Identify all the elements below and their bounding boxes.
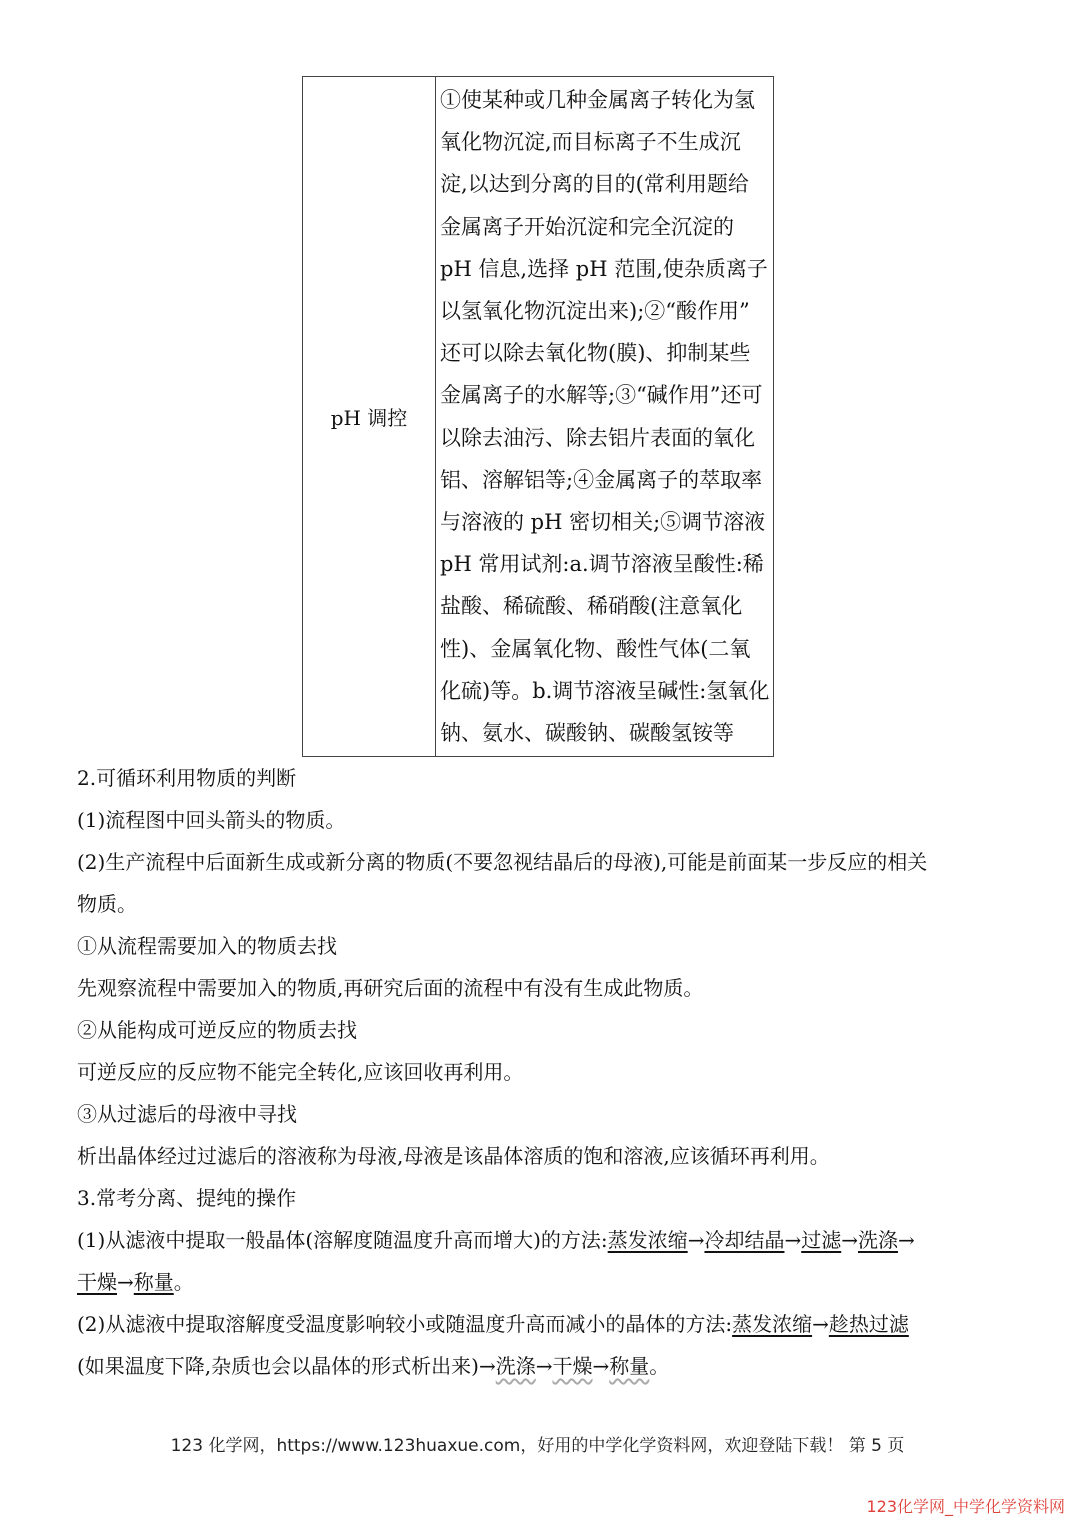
table-right-cell [436, 77, 773, 756]
step-evaporate: 蒸发浓缩 [732, 1312, 813, 1336]
step-weigh: 称量 [133, 1270, 174, 1294]
cell-line: 铝、溶解铝等;④金属离子的萃取率 [440, 467, 763, 492]
cell-line: 以除去油污、除去铝片表面的氧化 [440, 425, 755, 450]
paragraph: 可逆反应的反应物不能完全转化,应该回收再利用。 [77, 1060, 524, 1084]
cell-line: 氧化物沉淀,而目标离子不生成沉 [440, 130, 741, 155]
cell-line: pH 信息,选择 pH 范围,使杂质离子 [440, 256, 768, 281]
cell-line: pH 常用试剂:a.调节溶液呈酸性:稀 [440, 552, 764, 577]
arrow: → [117, 1270, 134, 1294]
cell-line: 钠、氨水、碳酸钠、碳酸氢铵等 [440, 721, 734, 746]
paragraph-method-1-cont [77, 1261, 997, 1303]
paragraph: 先观察流程中需要加入的物质,再研究后面的流程中有没有生成此物质。 [77, 976, 704, 1000]
step-filter: 过滤 [801, 1228, 842, 1252]
arrow: → [592, 1354, 610, 1378]
page-footer: 123 化学网，https://www.123huaxue.com，好用的中学化学资料网，欢迎登陆下载！ 第 5 页 [170, 1436, 905, 1456]
cell-line: 盐酸、稀硫酸、稀硝酸(注意氧化 [440, 594, 743, 619]
row-heading: pH 调控 [330, 406, 408, 430]
step-wash: 洗涤 [495, 1354, 536, 1378]
section-heading-2: 2.可循环利用物质的判断 [77, 766, 297, 790]
ph-control-table [302, 76, 774, 757]
arrow: → [478, 1354, 496, 1378]
arrow: → [812, 1312, 829, 1336]
method-2-note: (如果温度下降,杂质也会以晶体的形式析出来) [77, 1354, 479, 1378]
paragraph-method-2 [77, 1303, 997, 1345]
arrow: → [784, 1228, 802, 1252]
step-weigh: 称量 [609, 1354, 650, 1378]
step-evaporate: 蒸发浓缩 [607, 1228, 688, 1252]
arrow: → [897, 1228, 915, 1252]
sub-heading: ③从过滤后的母液中寻找 [77, 1102, 297, 1126]
sub-heading: ①从流程需要加入的物质去找 [77, 934, 337, 958]
arrow: → [841, 1228, 858, 1252]
paragraph: 物质。 [77, 892, 137, 916]
cell-line: 化硫)等。b.调节溶液呈碱性:氢氧化 [440, 678, 770, 703]
cell-line: 金属离子开始沉淀和完全沉淀的 [440, 214, 734, 239]
step-dry: 干燥 [77, 1270, 117, 1294]
paragraph: (1)流程图中回头箭头的物质。 [77, 808, 346, 832]
period: 。 [173, 1270, 194, 1294]
step-cool-crystallize: 冷却结晶 [704, 1228, 785, 1252]
site-watermark: 123化学网_中学化学资料网 [866, 1497, 1065, 1516]
paragraph-method-1 [77, 1219, 997, 1261]
step-hot-filter: 趁热过滤 [828, 1312, 909, 1336]
document-body [77, 757, 997, 1387]
arrow: → [687, 1228, 705, 1252]
cell-line: ①使某种或几种金属离子转化为氢 [440, 88, 755, 112]
period: 。 [649, 1354, 670, 1378]
paragraph-method-2-cont [77, 1345, 997, 1387]
table-left-cell [303, 77, 436, 756]
cell-line: 与溶液的 pH 密切相关;⑤调节溶液 [440, 510, 766, 535]
method-1-intro: (1)从滤液中提取一般晶体(溶解度随温度升高而增大)的方法: [77, 1228, 608, 1252]
cell-line: 淀,以达到分离的目的(常利用题给 [440, 172, 749, 197]
paragraph: (2)生产流程中后面新生成或新分离的物质(不要忽视结晶后的母液),可能是前面某一步反应的相关 [77, 850, 928, 874]
cell-line: 还可以除去氧化物(膜)、抑制某些 [440, 341, 751, 366]
arrow: → [535, 1354, 553, 1378]
method-2-intro: (2)从滤液中提取溶解度受温度影响较小或随温度升高而减小的晶体的方法: [77, 1312, 733, 1336]
cell-line: 性)、金属氧化物、酸性气体(二氧 [440, 636, 751, 661]
cell-line: 金属离子的水解等;③“碱作用”还可 [440, 383, 763, 408]
paragraph: 析出晶体经过过滤后的溶液称为母液,母液是该晶体溶质的饱和溶液,应该循环再利用。 [77, 1144, 830, 1168]
step-wash: 洗涤 [857, 1228, 898, 1252]
sub-heading: ②从能构成可逆反应的物质去找 [77, 1018, 357, 1042]
step-dry: 干燥 [552, 1354, 593, 1378]
section-heading-3: 3.常考分离、提纯的操作 [77, 1186, 297, 1210]
cell-line: 以氢氧化物沉淀出来);②“酸作用” [440, 299, 750, 324]
